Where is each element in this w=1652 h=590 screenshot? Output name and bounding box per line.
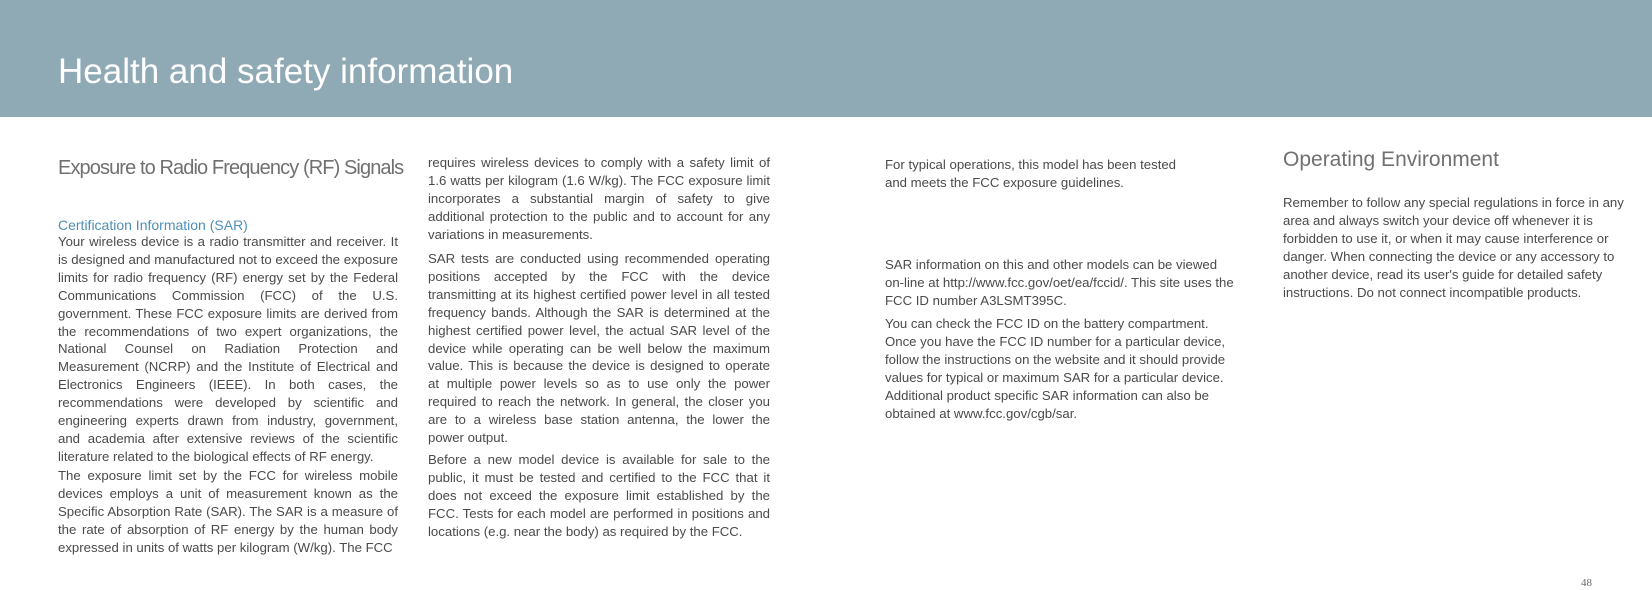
page-number: 48	[1581, 577, 1592, 589]
paragraph-sar-online-info: SAR information on this and other models can be viewed on-line at http://www.fcc.gov/oet/ea/fccid/. This site uses the FCC ID number A3LSMT395C.	[885, 257, 1234, 308]
section-title-operating-environment: Operating Environment	[1283, 148, 1499, 171]
page-title: Health and safety information	[58, 52, 514, 91]
section-title-rf-exposure: Exposure to Radio Frequency (RF) Signals	[58, 157, 404, 179]
paragraph-sar-definition: The exposure limit set by the FCC for wireless mobile devices employs a unit of measurement known as the Specific Absorption Rate (SAR). The SAR is a measure of the rate of absorption of RF energy by the human body expressed in units of watts per kilogram (W/kg). The FCC	[58, 468, 398, 555]
paragraph-rf-intro: Your wireless device is a radio transmitter and receiver. It is designed and manufactured not to exceed the exposure limits for radio frequency (RF) energy set by the Federal Communications Commission (FCC) of the U.S. government. These FCC exposure limits are derived from the recommendations of two expert organizations, the National Counsel on Radiation Protection and Measurement (NCRP) and the Institute of Electrical and Electronics Engineers (IEEE). In both cases, the recommendations were developed by scientific and engineering experts drawn from industry, government, and academia after extensive reviews of the scientific literature related to the biological effects of RF energy.	[58, 234, 398, 464]
paragraph-operating-environment: Remember to follow any special regulations in force in any area and always switch your device off whenever it is forbidden to use it, or when it may cause interference or danger. When connecting the device or any accessory to another device, read its user's guide for detailed safety instructions. Do not connect incompatible products.	[1283, 195, 1624, 300]
paragraph-fcc-limit: requires wireless devices to comply with a safety limit of 1.6 watts per kilogram (1.6 W/kg). The FCC exposure limit incorporates a substantial margin of safety to give additional protection to the public and to account for any variations in measurements.	[428, 155, 770, 242]
subheading-certification-sar: Certification Information (SAR)	[58, 217, 248, 233]
paragraph-model-certification: Before a new model device is available for sale to the public, it must be tested and certified to the FCC that it does not exceed the exposure limit established by the FCC. Tests for each model are performed in positions and locations (e.g. near the body) as required by the FCC.	[428, 452, 770, 539]
paragraph-fcc-id-check: You can check the FCC ID on the battery compartment. Once you have the FCC ID number for a particular device, follow the instructions on the website and it should provide values for typical or maximum SAR for a particular device. Additional product specific SAR information can also be obtained at www.fcc.gov/cgb/sar.	[885, 316, 1226, 421]
page-header	[0, 0, 1652, 117]
paragraph-typical-operations: For typical operations, this model has been tested and meets the FCC exposure guidelines.	[885, 157, 1177, 190]
paragraph-sar-tests: SAR tests are conducted using recommended operating positions accepted by the FCC with the device transmitting at its highest certified power level in all tested frequency bands. Although the SAR is determined at the highest certified power level, the actual SAR level of the device while operating can be well below the maximum value. This is because the device is designed to operate at multiple power levels so as to use only the power required to reach the network. In general, the closer you are to a wireless base station antenna, the lower the power output.	[428, 251, 770, 446]
